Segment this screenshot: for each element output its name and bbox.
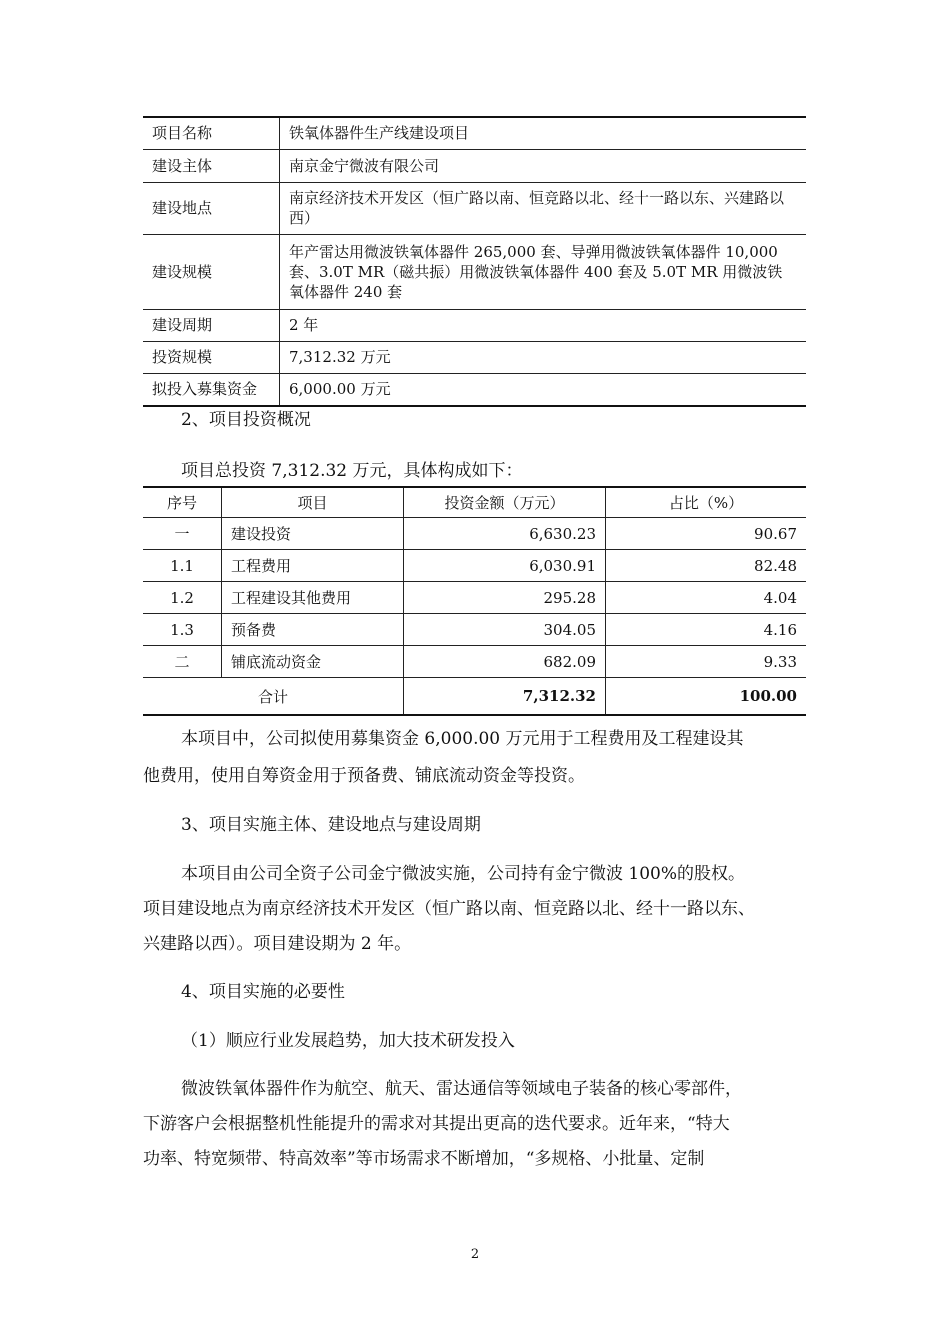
row-item: 铺底流动资金: [222, 646, 404, 678]
info-value: 南京经济技术开发区（恒广路以南、恒竞路以北、经十一路以东、兴建路以西）: [280, 182, 807, 234]
subheading: （1）顺应行业发展趋势，加大技术研发投入: [181, 1031, 515, 1051]
table-row: [143, 518, 806, 550]
row-percent: 90.67: [606, 518, 807, 550]
row-percent: 9.33: [606, 646, 807, 678]
info-value: 南京金宁微波有限公司: [280, 149, 807, 182]
table-row: [143, 117, 806, 149]
paragraph-line: 他费用，使用自筹资金用于预备费、铺底流动资金等投资。: [143, 766, 585, 786]
row-number: 1.1: [143, 550, 222, 582]
total-percent: 100.00: [606, 678, 807, 716]
project-info-table: [143, 116, 806, 407]
table-row: [143, 234, 806, 309]
table-row: [143, 646, 806, 678]
info-value: 2 年: [280, 309, 807, 341]
column-header: 项目: [222, 487, 404, 518]
paragraph-line: 本项目由公司全资子公司金宁微波实施，公司持有金宁微波 100%的股权。: [181, 864, 746, 884]
row-amount: 304.05: [404, 614, 606, 646]
column-header: 占比（%）: [606, 487, 807, 518]
section-heading-3: 3、项目实施主体、建设地点与建设周期: [181, 815, 481, 835]
info-key: 拟投入募集资金: [143, 373, 280, 406]
info-value: 年产雷达用微波铁氧体器件 265,000 套、导弹用微波铁氧体器件 10,000 套、3.0T MR（磁共振）用微波铁氧体器件 400 套及 5.0T MR 用微波铁氧体器件 240 套: [280, 234, 807, 309]
table-row: [143, 309, 806, 341]
section-heading-2: 2、项目投资概况: [181, 410, 311, 430]
info-key: 建设主体: [143, 149, 280, 182]
row-amount: 6,630.23: [404, 518, 606, 550]
row-percent: 4.04: [606, 582, 807, 614]
info-value: 铁氧体器件生产线建设项目: [280, 117, 807, 149]
info-value: 6,000.00 万元: [280, 373, 807, 406]
info-value: 7,312.32 万元: [280, 341, 807, 373]
paragraph-line: 项目建设地点为南京经济技术开发区（恒广路以南、恒竞路以北、经十一路以东、: [143, 899, 755, 919]
table-row: [143, 149, 806, 182]
column-header: 序号: [143, 487, 222, 518]
table-row: [143, 373, 806, 406]
column-header: 投资金额（万元）: [404, 487, 606, 518]
row-number: 1.2: [143, 582, 222, 614]
paragraph-line: 本项目中，公司拟使用募集资金 6,000.00 万元用于工程费用及工程建设其: [181, 729, 744, 749]
row-number: 1.3: [143, 614, 222, 646]
table-row: [143, 182, 806, 234]
row-amount: 682.09: [404, 646, 606, 678]
paragraph-line: 下游客户会根据整机性能提升的需求对其提出更高的迭代要求。近年来，“特大: [143, 1114, 730, 1134]
paragraph-line: 兴建路以西）。项目建设期为 2 年。: [143, 934, 412, 954]
row-item: 工程建设其他费用: [222, 582, 404, 614]
row-item: 工程费用: [222, 550, 404, 582]
info-key: 建设规模: [143, 234, 280, 309]
table-row: [143, 550, 806, 582]
info-key: 项目名称: [143, 117, 280, 149]
row-number: 二: [143, 646, 222, 678]
info-key: 投资规模: [143, 341, 280, 373]
row-amount: 6,030.91: [404, 550, 606, 582]
total-amount: 7,312.32: [404, 678, 606, 716]
row-item: 预备费: [222, 614, 404, 646]
table-row: [143, 582, 806, 614]
info-key: 建设周期: [143, 309, 280, 341]
table-total-row: [143, 678, 806, 716]
row-percent: 4.16: [606, 614, 807, 646]
paragraph-line: 微波铁氧体器件作为航空、航天、雷达通信等领域电子装备的核心零部件，: [181, 1079, 742, 1099]
paragraph-line: 功率、特宽频带、特高效率”等市场需求不断增加，“多规格、小批量、定制: [143, 1149, 705, 1169]
page-number: 2: [470, 1247, 480, 1262]
row-percent: 82.48: [606, 550, 807, 582]
table-header-row: [143, 487, 806, 518]
table-row: [143, 341, 806, 373]
row-item: 建设投资: [222, 518, 404, 550]
intro-line: 项目总投资 7,312.32 万元，具体构成如下：: [181, 461, 523, 481]
table-row: [143, 614, 806, 646]
investment-table: [143, 486, 806, 716]
row-amount: 295.28: [404, 582, 606, 614]
info-key: 建设地点: [143, 182, 280, 234]
section-heading-4: 4、项目实施的必要性: [181, 982, 345, 1002]
total-label: 合计: [143, 678, 404, 716]
row-number: 一: [143, 518, 222, 550]
